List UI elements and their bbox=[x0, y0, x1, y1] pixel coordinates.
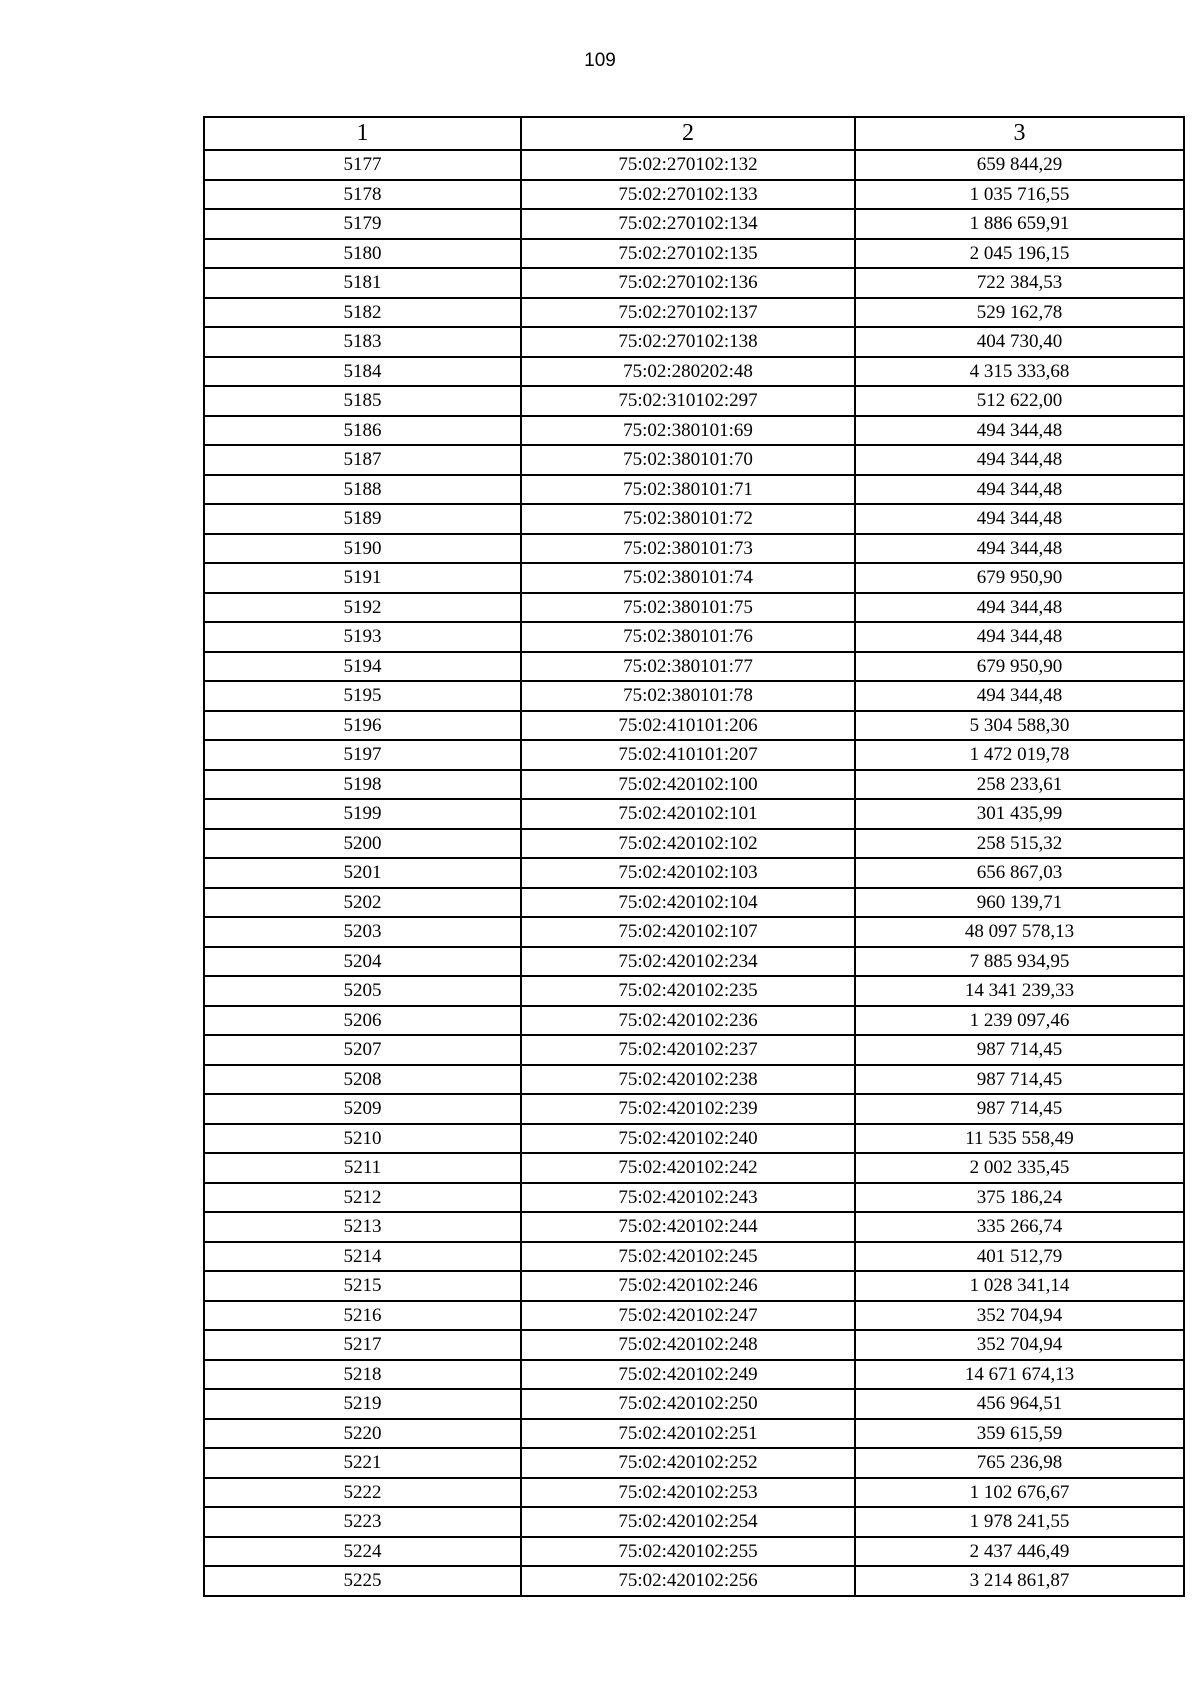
cadastral-number-cell: 75:02:270102:136 bbox=[521, 268, 855, 298]
value-cell: 352 704,94 bbox=[855, 1301, 1184, 1331]
cadastral-number-cell: 75:02:410101:207 bbox=[521, 740, 855, 770]
cadastral-number-cell: 75:02:420102:247 bbox=[521, 1301, 855, 1331]
value-cell: 456 964,51 bbox=[855, 1389, 1184, 1419]
value-cell: 401 512,79 bbox=[855, 1242, 1184, 1272]
value-cell: 1 239 097,46 bbox=[855, 1006, 1184, 1036]
value-cell: 301 435,99 bbox=[855, 799, 1184, 829]
cadastral-number-cell: 75:02:420102:237 bbox=[521, 1035, 855, 1065]
value-cell: 987 714,45 bbox=[855, 1065, 1184, 1095]
cadastral-number-cell: 75:02:270102:132 bbox=[521, 150, 855, 180]
value-cell: 1 102 676,67 bbox=[855, 1478, 1184, 1508]
row-number-cell: 5194 bbox=[204, 652, 521, 682]
table-row bbox=[204, 150, 1184, 180]
value-cell: 659 844,29 bbox=[855, 150, 1184, 180]
cadastral-number-cell: 75:02:420102:244 bbox=[521, 1212, 855, 1242]
cadastral-number-cell: 75:02:420102:102 bbox=[521, 829, 855, 859]
cadastral-number-cell: 75:02:420102:240 bbox=[521, 1124, 855, 1154]
table-row bbox=[204, 1478, 1184, 1508]
data-table bbox=[203, 116, 1185, 1597]
cadastral-number-cell: 75:02:420102:253 bbox=[521, 1478, 855, 1508]
table-row bbox=[204, 593, 1184, 623]
value-cell: 1 472 019,78 bbox=[855, 740, 1184, 770]
cadastral-number-cell: 75:02:310102:297 bbox=[521, 386, 855, 416]
value-cell: 359 615,59 bbox=[855, 1419, 1184, 1449]
column-header-3: 3 bbox=[855, 117, 1184, 150]
value-cell: 1 028 341,14 bbox=[855, 1271, 1184, 1301]
cadastral-number-cell: 75:02:420102:249 bbox=[521, 1360, 855, 1390]
row-number-cell: 5207 bbox=[204, 1035, 521, 1065]
cadastral-number-cell: 75:02:420102:251 bbox=[521, 1419, 855, 1449]
row-number-cell: 5195 bbox=[204, 681, 521, 711]
value-cell: 48 097 578,13 bbox=[855, 917, 1184, 947]
value-cell: 1 035 716,55 bbox=[855, 180, 1184, 210]
cadastral-number-cell: 75:02:420102:234 bbox=[521, 947, 855, 977]
cadastral-number-cell: 75:02:380101:71 bbox=[521, 475, 855, 505]
cadastral-number-cell: 75:02:420102:104 bbox=[521, 888, 855, 918]
table-row bbox=[204, 829, 1184, 859]
value-cell: 494 344,48 bbox=[855, 593, 1184, 623]
cadastral-number-cell: 75:02:420102:235 bbox=[521, 976, 855, 1006]
cadastral-number-cell: 75:02:410101:206 bbox=[521, 711, 855, 741]
table-row bbox=[204, 947, 1184, 977]
table-row bbox=[204, 1242, 1184, 1272]
value-cell: 2 002 335,45 bbox=[855, 1153, 1184, 1183]
value-cell: 335 266,74 bbox=[855, 1212, 1184, 1242]
table-row bbox=[204, 1330, 1184, 1360]
row-number-cell: 5225 bbox=[204, 1566, 521, 1596]
row-number-cell: 5212 bbox=[204, 1183, 521, 1213]
row-number-cell: 5214 bbox=[204, 1242, 521, 1272]
table-row bbox=[204, 1507, 1184, 1537]
cadastral-number-cell: 75:02:380101:70 bbox=[521, 445, 855, 475]
table-row bbox=[204, 799, 1184, 829]
cadastral-number-cell: 75:02:420102:242 bbox=[521, 1153, 855, 1183]
cadastral-number-cell: 75:02:420102:248 bbox=[521, 1330, 855, 1360]
cadastral-number-cell: 75:02:420102:101 bbox=[521, 799, 855, 829]
value-cell: 11 535 558,49 bbox=[855, 1124, 1184, 1154]
value-cell: 494 344,48 bbox=[855, 622, 1184, 652]
table-row bbox=[204, 1419, 1184, 1449]
row-number-cell: 5181 bbox=[204, 268, 521, 298]
cadastral-number-cell: 75:02:420102:256 bbox=[521, 1566, 855, 1596]
value-cell: 4 315 333,68 bbox=[855, 357, 1184, 387]
value-cell: 2 437 446,49 bbox=[855, 1537, 1184, 1567]
table-row bbox=[204, 504, 1184, 534]
row-number-cell: 5217 bbox=[204, 1330, 521, 1360]
table-row bbox=[204, 1271, 1184, 1301]
table-row bbox=[204, 416, 1184, 446]
value-cell: 494 344,48 bbox=[855, 534, 1184, 564]
row-number-cell: 5210 bbox=[204, 1124, 521, 1154]
row-number-cell: 5187 bbox=[204, 445, 521, 475]
cadastral-number-cell: 75:02:420102:103 bbox=[521, 858, 855, 888]
value-cell: 494 344,48 bbox=[855, 681, 1184, 711]
value-cell: 14 671 674,13 bbox=[855, 1360, 1184, 1390]
row-number-cell: 5206 bbox=[204, 1006, 521, 1036]
table-row bbox=[204, 445, 1184, 475]
row-number-cell: 5189 bbox=[204, 504, 521, 534]
table-body bbox=[204, 150, 1184, 1596]
row-number-cell: 5219 bbox=[204, 1389, 521, 1419]
cadastral-number-cell: 75:02:420102:236 bbox=[521, 1006, 855, 1036]
table-row bbox=[204, 239, 1184, 269]
table-row bbox=[204, 770, 1184, 800]
table-row bbox=[204, 1006, 1184, 1036]
table-row bbox=[204, 327, 1184, 357]
value-cell: 494 344,48 bbox=[855, 475, 1184, 505]
row-number-cell: 5182 bbox=[204, 298, 521, 328]
row-number-cell: 5203 bbox=[204, 917, 521, 947]
table-row bbox=[204, 917, 1184, 947]
value-cell: 352 704,94 bbox=[855, 1330, 1184, 1360]
row-number-cell: 5220 bbox=[204, 1419, 521, 1449]
row-number-cell: 5200 bbox=[204, 829, 521, 859]
cadastral-number-cell: 75:02:380101:77 bbox=[521, 652, 855, 682]
page-number: 109 bbox=[584, 50, 616, 71]
row-number-cell: 5221 bbox=[204, 1448, 521, 1478]
row-number-cell: 5205 bbox=[204, 976, 521, 1006]
cadastral-number-cell: 75:02:270102:135 bbox=[521, 239, 855, 269]
value-cell: 494 344,48 bbox=[855, 445, 1184, 475]
table-row bbox=[204, 1360, 1184, 1390]
table-row bbox=[204, 209, 1184, 239]
table-row bbox=[204, 1301, 1184, 1331]
cadastral-number-cell: 75:02:420102:252 bbox=[521, 1448, 855, 1478]
row-number-cell: 5197 bbox=[204, 740, 521, 770]
table-row bbox=[204, 858, 1184, 888]
table-row bbox=[204, 622, 1184, 652]
table-row bbox=[204, 1537, 1184, 1567]
cadastral-number-cell: 75:02:270102:133 bbox=[521, 180, 855, 210]
value-cell: 2 045 196,15 bbox=[855, 239, 1184, 269]
value-cell: 960 139,71 bbox=[855, 888, 1184, 918]
cadastral-number-cell: 75:02:420102:239 bbox=[521, 1094, 855, 1124]
table-row bbox=[204, 711, 1184, 741]
table-row bbox=[204, 1065, 1184, 1095]
table-header-row bbox=[204, 117, 1184, 150]
row-number-cell: 5213 bbox=[204, 1212, 521, 1242]
row-number-cell: 5177 bbox=[204, 150, 521, 180]
value-cell: 14 341 239,33 bbox=[855, 976, 1184, 1006]
table-row bbox=[204, 1212, 1184, 1242]
value-cell: 512 622,00 bbox=[855, 386, 1184, 416]
row-number-cell: 5184 bbox=[204, 357, 521, 387]
value-cell: 656 867,03 bbox=[855, 858, 1184, 888]
row-number-cell: 5191 bbox=[204, 563, 521, 593]
cadastral-number-cell: 75:02:420102:238 bbox=[521, 1065, 855, 1095]
row-number-cell: 5208 bbox=[204, 1065, 521, 1095]
row-number-cell: 5190 bbox=[204, 534, 521, 564]
value-cell: 494 344,48 bbox=[855, 504, 1184, 534]
table-row bbox=[204, 1448, 1184, 1478]
value-cell: 375 186,24 bbox=[855, 1183, 1184, 1213]
value-cell: 987 714,45 bbox=[855, 1094, 1184, 1124]
cadastral-number-cell: 75:02:280202:48 bbox=[521, 357, 855, 387]
row-number-cell: 5202 bbox=[204, 888, 521, 918]
table-row bbox=[204, 475, 1184, 505]
column-header-2: 2 bbox=[521, 117, 855, 150]
table-row bbox=[204, 268, 1184, 298]
value-cell: 258 515,32 bbox=[855, 829, 1184, 859]
table-row bbox=[204, 563, 1184, 593]
cadastral-number-cell: 75:02:270102:137 bbox=[521, 298, 855, 328]
table-row bbox=[204, 888, 1184, 918]
cadastral-number-cell: 75:02:420102:246 bbox=[521, 1271, 855, 1301]
cadastral-number-cell: 75:02:380101:72 bbox=[521, 504, 855, 534]
row-number-cell: 5192 bbox=[204, 593, 521, 623]
value-cell: 258 233,61 bbox=[855, 770, 1184, 800]
cadastral-number-cell: 75:02:270102:138 bbox=[521, 327, 855, 357]
table-row bbox=[204, 1094, 1184, 1124]
row-number-cell: 5218 bbox=[204, 1360, 521, 1390]
value-cell: 722 384,53 bbox=[855, 268, 1184, 298]
row-number-cell: 5201 bbox=[204, 858, 521, 888]
row-number-cell: 5216 bbox=[204, 1301, 521, 1331]
table-row bbox=[204, 180, 1184, 210]
row-number-cell: 5224 bbox=[204, 1537, 521, 1567]
cadastral-number-cell: 75:02:420102:250 bbox=[521, 1389, 855, 1419]
row-number-cell: 5186 bbox=[204, 416, 521, 446]
row-number-cell: 5196 bbox=[204, 711, 521, 741]
row-number-cell: 5179 bbox=[204, 209, 521, 239]
row-number-cell: 5183 bbox=[204, 327, 521, 357]
table-row bbox=[204, 534, 1184, 564]
value-cell: 1 886 659,91 bbox=[855, 209, 1184, 239]
value-cell: 404 730,40 bbox=[855, 327, 1184, 357]
row-number-cell: 5199 bbox=[204, 799, 521, 829]
value-cell: 765 236,98 bbox=[855, 1448, 1184, 1478]
cadastral-number-cell: 75:02:420102:254 bbox=[521, 1507, 855, 1537]
row-number-cell: 5211 bbox=[204, 1153, 521, 1183]
row-number-cell: 5178 bbox=[204, 180, 521, 210]
table-row bbox=[204, 652, 1184, 682]
row-number-cell: 5204 bbox=[204, 947, 521, 977]
cadastral-number-cell: 75:02:380101:73 bbox=[521, 534, 855, 564]
value-cell: 679 950,90 bbox=[855, 563, 1184, 593]
value-cell: 1 978 241,55 bbox=[855, 1507, 1184, 1537]
cadastral-number-cell: 75:02:380101:69 bbox=[521, 416, 855, 446]
cadastral-number-cell: 75:02:380101:74 bbox=[521, 563, 855, 593]
table-row bbox=[204, 976, 1184, 1006]
column-header-1: 1 bbox=[204, 117, 521, 150]
row-number-cell: 5198 bbox=[204, 770, 521, 800]
row-number-cell: 5193 bbox=[204, 622, 521, 652]
row-number-cell: 5188 bbox=[204, 475, 521, 505]
cadastral-number-cell: 75:02:420102:255 bbox=[521, 1537, 855, 1567]
table-row bbox=[204, 1566, 1184, 1596]
row-number-cell: 5223 bbox=[204, 1507, 521, 1537]
value-cell: 987 714,45 bbox=[855, 1035, 1184, 1065]
cadastral-number-cell: 75:02:420102:100 bbox=[521, 770, 855, 800]
cadastral-number-cell: 75:02:380101:78 bbox=[521, 681, 855, 711]
cadastral-number-cell: 75:02:380101:75 bbox=[521, 593, 855, 623]
table-header bbox=[204, 117, 1184, 150]
row-number-cell: 5180 bbox=[204, 239, 521, 269]
cadastral-number-cell: 75:02:270102:134 bbox=[521, 209, 855, 239]
table-row bbox=[204, 1124, 1184, 1154]
table-row bbox=[204, 740, 1184, 770]
cadastral-number-cell: 75:02:420102:107 bbox=[521, 917, 855, 947]
table-row bbox=[204, 298, 1184, 328]
row-number-cell: 5222 bbox=[204, 1478, 521, 1508]
value-cell: 679 950,90 bbox=[855, 652, 1184, 682]
row-number-cell: 5215 bbox=[204, 1271, 521, 1301]
value-cell: 3 214 861,87 bbox=[855, 1566, 1184, 1596]
value-cell: 494 344,48 bbox=[855, 416, 1184, 446]
cadastral-number-cell: 75:02:420102:245 bbox=[521, 1242, 855, 1272]
table-row bbox=[204, 357, 1184, 387]
table-row bbox=[204, 1153, 1184, 1183]
table-row bbox=[204, 1389, 1184, 1419]
value-cell: 5 304 588,30 bbox=[855, 711, 1184, 741]
cadastral-number-cell: 75:02:420102:243 bbox=[521, 1183, 855, 1213]
table-row bbox=[204, 1183, 1184, 1213]
table-row bbox=[204, 386, 1184, 416]
row-number-cell: 5185 bbox=[204, 386, 521, 416]
row-number-cell: 5209 bbox=[204, 1094, 521, 1124]
table-row bbox=[204, 1035, 1184, 1065]
value-cell: 529 162,78 bbox=[855, 298, 1184, 328]
value-cell: 7 885 934,95 bbox=[855, 947, 1184, 977]
table-row bbox=[204, 681, 1184, 711]
cadastral-number-cell: 75:02:380101:76 bbox=[521, 622, 855, 652]
